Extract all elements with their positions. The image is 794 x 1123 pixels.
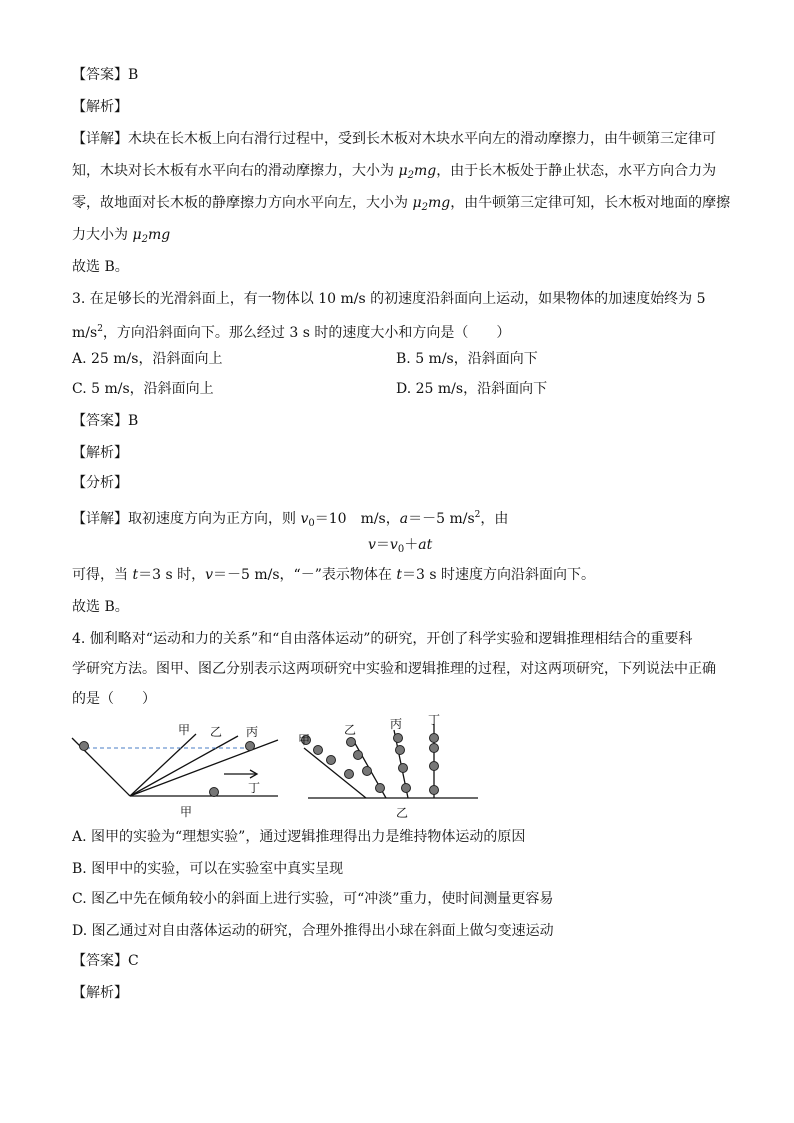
ball [430, 734, 439, 743]
q4-option-d: D. 图乙通过对自由落体运动的研究，合理外推得出小球在斜面上做匀变速运动 [72, 923, 554, 939]
q2-answer: 【答案】B [72, 67, 139, 83]
figure-yi [294, 712, 484, 822]
q2-detail-line-3: 零，故地面对长木板的静摩擦力方向水平向左，大小为 $\mu_2mg$，由牛顿第三定律可知，长木板对地面的摩擦 [72, 195, 731, 213]
q2-analysis: 【解析】 [72, 99, 128, 115]
ball [402, 784, 411, 793]
label-ding: 丁 [428, 713, 441, 727]
label-bing: 丙 [246, 725, 259, 739]
q3-detail-line-2: 可得，当 t＝3 s 时，v＝－5 m/s，“－”表示物体在 t＝3 s 时速度方向沿斜面向下。 [72, 567, 595, 583]
q3-option-d: D. 25 m/s，沿斜面向下 [396, 381, 548, 397]
ball [430, 744, 439, 753]
q3-stem-line-1: 3. 在足够长的光滑斜面上，有一物体以 10 m/s 的初速度沿斜面向上运动，如果物体的加速度始终为 5 [72, 291, 706, 307]
q4-option-a: A. 图甲的实验为“理想实验”，通过逻辑推理得出力是维持物体运动的原因 [72, 829, 526, 845]
q3-fenxi: 【分析】 [72, 475, 128, 491]
q2-detail-line-2: 知，木块对长木板有水平向右的滑动摩擦力，大小为 $\mu_2mg$，由于长木板处于静止状态，水平方向合力为 [72, 163, 717, 181]
q3-analysis: 【解析】 [72, 445, 128, 461]
q4-stem-line-1: 4. 伽利略对“运动和力的关系”和“自由落体运动”的研究，开创了科学实验和逻辑推理相结合的重要科 [72, 631, 693, 647]
ball-start [80, 742, 89, 751]
figure-caption: 乙 [396, 806, 409, 820]
q3-formula: $v=v_0+at$ [368, 537, 433, 555]
q3-conclusion: 故选 B。 [72, 599, 129, 615]
q4-option-b: B. 图甲中的实验，可以在实验室中真实呈现 [72, 861, 344, 877]
label-bing: 丙 [390, 717, 403, 731]
label-ding: 丁 [248, 781, 261, 795]
figure-caption: 甲 [180, 805, 193, 819]
q3-answer: 【答案】B [72, 413, 139, 429]
ball [399, 764, 408, 773]
ball [430, 786, 439, 795]
ball [327, 756, 336, 765]
ball [394, 734, 403, 743]
ball-top [246, 742, 255, 751]
q3-stem-line-2: $m/s^2$，方向沿斜面向下。那么经过 3 s 时的速度大小和方向是（ ） [72, 324, 511, 341]
q4-stem-line-2: 学研究方法。图甲、图乙分别表示这两项研究中实验和逻辑推理的过程，对这两项研究，下列说法中正确 [72, 661, 716, 677]
figure-jia [68, 716, 284, 820]
q4-answer: 【答案】C [72, 953, 139, 969]
ball [376, 784, 385, 793]
ball [430, 762, 439, 771]
q2-detail-line-4: 力大小为 $\mu_2mg$ [72, 227, 171, 245]
label-yi: 乙 [344, 723, 357, 737]
q3-option-b: B. 5 m/s，沿斜面向下 [396, 351, 538, 367]
ball [354, 751, 363, 760]
ball [363, 767, 372, 776]
label-jia: 甲 [298, 733, 311, 747]
ball [314, 746, 323, 755]
label-yi: 乙 [210, 725, 223, 739]
q2-conclusion: 故选 B。 [72, 259, 129, 275]
q2-detail-line-1: 【详解】木块在长木板上向右滑行过程中，受到长木板对木块水平向左的滑动摩擦力，由牛顿第三定律可 [72, 131, 716, 147]
q3-detail-line-1: 【详解】取初速度方向为正方向，则 $v_0=10$ m/s，a＝－5 $m/s^2$，由 [72, 510, 509, 529]
ball [396, 746, 405, 755]
ball [345, 770, 354, 779]
q3-option-c: C. 5 m/s，沿斜面向上 [72, 381, 214, 397]
q4-stem-line-3: 的是（ ） [72, 691, 156, 707]
label-jia: 甲 [178, 723, 191, 737]
q4-analysis: 【解析】 [72, 985, 128, 1001]
q3-option-a: A. 25 m/s，沿斜面向上 [72, 351, 223, 367]
ball [347, 738, 356, 747]
ball-bottom [210, 788, 219, 797]
q4-option-c: C. 图乙中先在倾角较小的斜面上进行实验，可“冲淡”重力，使时间测量更容易 [72, 891, 554, 907]
